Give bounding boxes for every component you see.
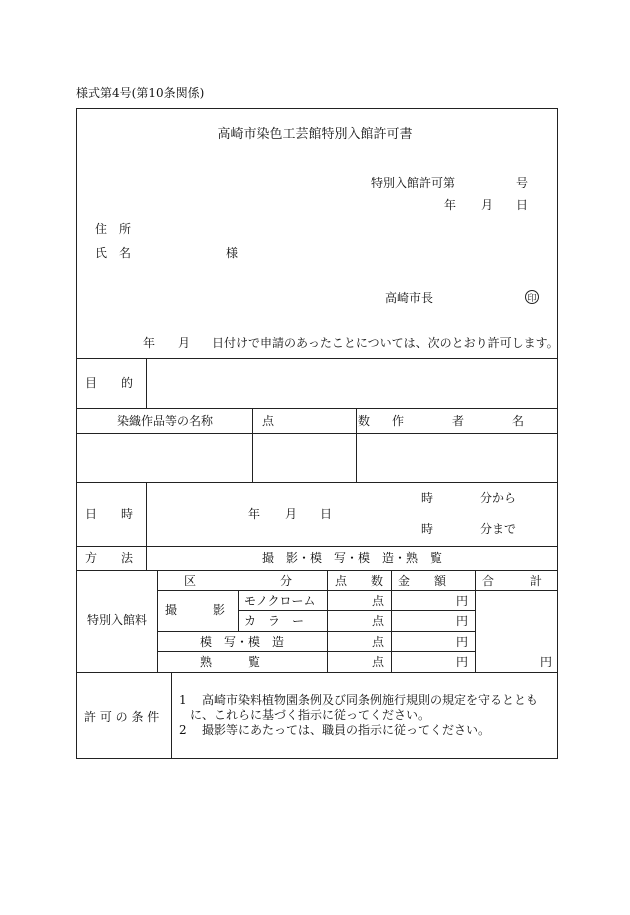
- purpose-label: 目 的: [85, 376, 134, 390]
- seal-icon: 印: [525, 290, 539, 304]
- works-points-header: 点 数: [262, 414, 371, 428]
- divider: [157, 651, 475, 652]
- divider: [157, 590, 558, 591]
- form-number: 様式第4号(第10条関係): [76, 86, 205, 100]
- divider: [171, 672, 172, 759]
- statement-text: 日付けで申請のあったことについては、次のとおり許可します。: [212, 336, 559, 350]
- divider: [76, 408, 558, 409]
- datetime-year: 年: [248, 507, 261, 521]
- divider: [76, 358, 558, 359]
- divider: [76, 482, 558, 483]
- divider: [238, 610, 475, 611]
- divider: [157, 570, 158, 672]
- divider: [252, 408, 253, 482]
- fee-row-points: 点: [372, 635, 385, 649]
- divider: [146, 546, 147, 570]
- method-label: 方 法: [85, 551, 134, 565]
- permit-number-label: 特別入館許可第: [371, 176, 456, 190]
- form-title: 高崎市染色工芸館特別入館許可書: [217, 127, 413, 142]
- divider: [146, 358, 147, 408]
- fee-row-name: モノクローム: [244, 594, 316, 608]
- divider: [475, 570, 476, 672]
- condition-1-line-1: 高崎市染料植物園条例及び同条例施行規則の規定を守るととも: [202, 693, 539, 707]
- method-value: 撮 影・模 写・模 造・熟 覧: [262, 551, 443, 565]
- conditions-label: 許 可 の 条 件: [84, 710, 160, 724]
- datetime-day: 日: [320, 507, 333, 521]
- datetime-label: 日 時: [85, 507, 134, 521]
- permit-number-suffix: 号: [516, 176, 529, 190]
- divider: [391, 570, 392, 672]
- fee-row-amount: 円: [456, 594, 469, 608]
- divider: [157, 631, 475, 632]
- works-name-header: 染織作品等の名称: [117, 414, 214, 428]
- fee-row-points: 点: [372, 594, 385, 608]
- fee-category-header: 区 分: [184, 574, 293, 588]
- works-author-header: 作 者 名: [392, 414, 525, 428]
- fee-row-name: カ ラ ー: [244, 614, 305, 628]
- divider: [76, 672, 558, 673]
- divider: [76, 433, 558, 434]
- fee-label: 特別入館料: [87, 613, 148, 627]
- from-minute: 分から: [480, 491, 517, 505]
- fee-row-points: 点: [372, 614, 385, 628]
- honorific: 様: [226, 246, 239, 260]
- condition-2-number: 2: [179, 723, 187, 737]
- divider: [76, 546, 558, 547]
- datetime-month: 月: [285, 507, 298, 521]
- condition-1-line-2: に、これらに基づく指示に従ってください。: [190, 708, 431, 722]
- to-hour: 時: [421, 522, 434, 536]
- issue-month: 月: [481, 198, 494, 212]
- fee-row-points: 点: [372, 655, 385, 669]
- statement-month: 月: [178, 336, 191, 350]
- to-minute: 分まで: [480, 522, 517, 536]
- fee-total-header: 合 計: [482, 574, 543, 588]
- from-hour: 時: [421, 491, 434, 505]
- divider: [76, 570, 558, 571]
- condition-1-number: 1: [179, 693, 187, 707]
- condition-2-text: 撮影等にあたっては、職員の指示に従ってください。: [202, 723, 491, 737]
- photo-label: 撮 影: [165, 603, 226, 617]
- fee-row-amount: 円: [456, 635, 469, 649]
- issuer-title: 高崎市長: [385, 291, 434, 305]
- fee-amount-header: 金 額: [398, 574, 447, 588]
- fee-row-amount: 円: [456, 655, 469, 669]
- divider: [146, 482, 147, 546]
- divider: [327, 570, 328, 672]
- fee-total-unit: 円: [540, 655, 553, 669]
- address-label: 住 所: [95, 222, 132, 236]
- issue-day: 日: [516, 198, 529, 212]
- fee-points-header: 点 数: [335, 574, 384, 588]
- statement-year: 年: [143, 336, 156, 350]
- name-label: 氏 名: [95, 246, 132, 260]
- fee-row-name: 模 写・模 造: [200, 635, 285, 649]
- fee-row-amount: 円: [456, 614, 469, 628]
- issue-year: 年: [444, 198, 457, 212]
- fee-row-name: 熟 覧: [200, 655, 261, 669]
